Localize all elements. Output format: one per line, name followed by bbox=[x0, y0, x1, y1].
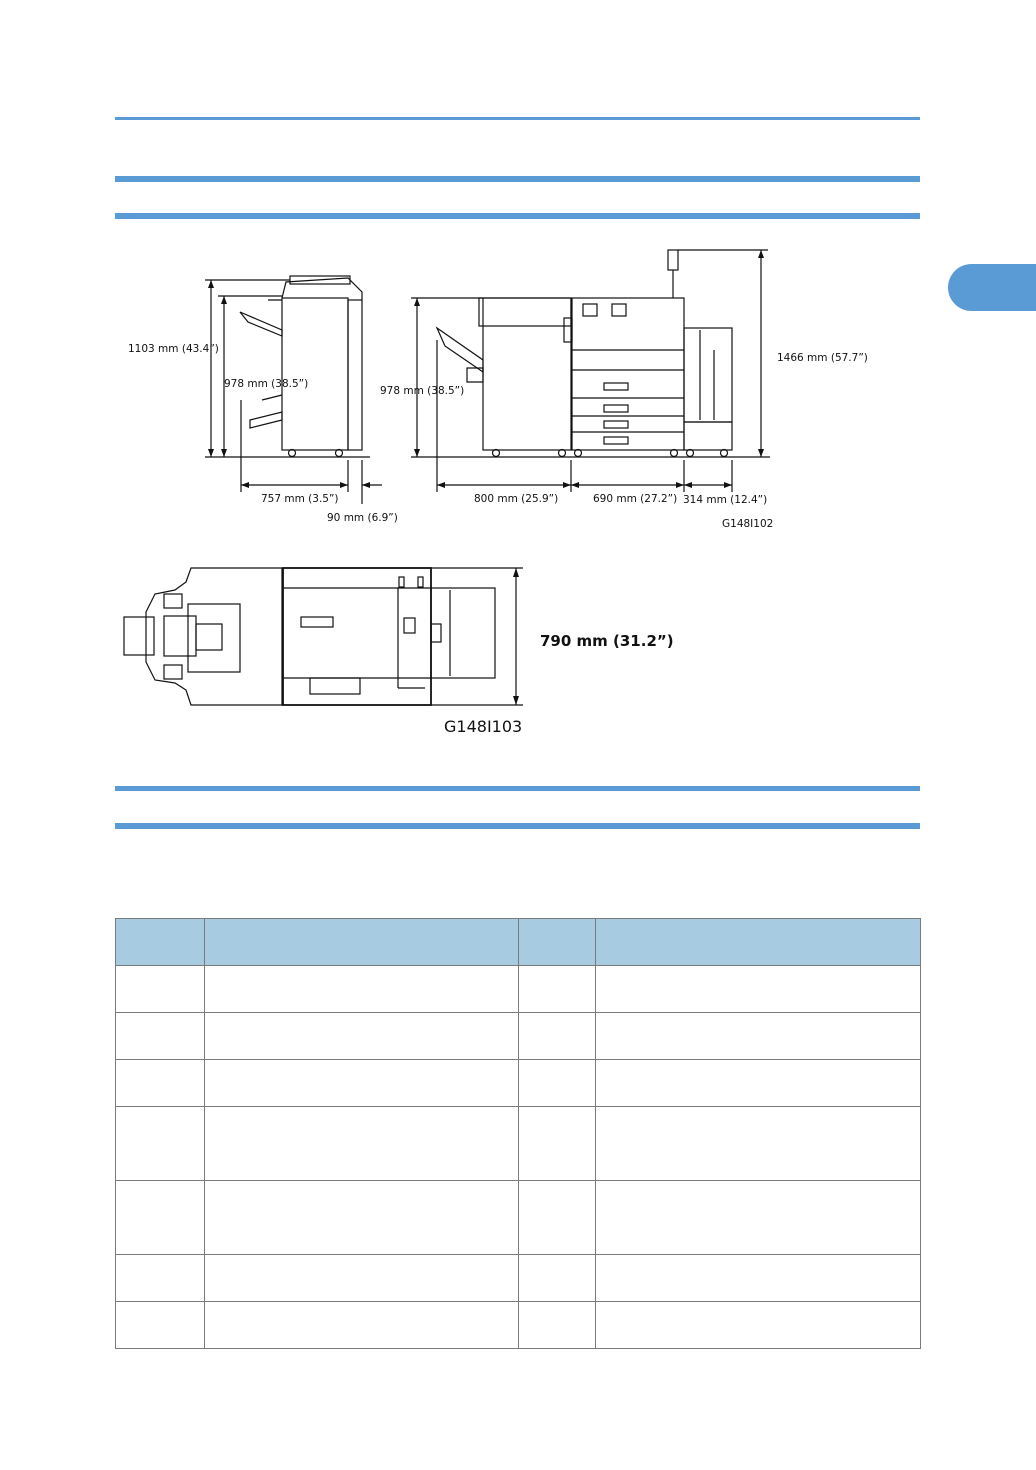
dim-height-center: 978 mm (38.5”) bbox=[380, 385, 465, 397]
table-row bbox=[116, 1181, 921, 1255]
side-view-diagram bbox=[0, 0, 1036, 560]
table-row bbox=[116, 966, 921, 1013]
table-header-cell bbox=[204, 919, 519, 966]
table-cell bbox=[519, 1255, 596, 1302]
table-cell bbox=[596, 1302, 921, 1349]
table-cell bbox=[204, 1013, 519, 1060]
figure-code-2: G148I103 bbox=[444, 717, 523, 736]
table-row bbox=[116, 1107, 921, 1181]
table-row bbox=[116, 1255, 921, 1302]
table-header-cell bbox=[519, 919, 596, 966]
table-cell bbox=[519, 1060, 596, 1107]
table-cell bbox=[204, 1181, 519, 1255]
table-cell bbox=[116, 1107, 205, 1181]
table-cell bbox=[596, 1060, 921, 1107]
table-cell bbox=[519, 1013, 596, 1060]
section-rule-2-bottom bbox=[115, 823, 920, 829]
dim-width-left-unit: 800 mm (25.9”) bbox=[474, 493, 559, 505]
dim-width-finisher: 757 mm (3.5”) bbox=[261, 493, 339, 505]
table-cell bbox=[116, 1060, 205, 1107]
table-cell bbox=[596, 1013, 921, 1060]
table-row bbox=[116, 1060, 921, 1107]
table-cell bbox=[596, 966, 921, 1013]
dim-height-total-left: 1103 mm (43.4”) bbox=[128, 343, 219, 355]
spec-table bbox=[115, 918, 921, 1349]
figure-code-1: G148I102 bbox=[722, 518, 774, 530]
dim-width-gap: 90 mm (6.9”) bbox=[327, 512, 398, 524]
table-cell bbox=[596, 1107, 921, 1181]
section-rule-2-top bbox=[115, 786, 920, 791]
table-row bbox=[116, 1013, 921, 1060]
table-cell bbox=[204, 966, 519, 1013]
table-cell bbox=[596, 1181, 921, 1255]
table-cell bbox=[519, 1302, 596, 1349]
table-cell bbox=[519, 1181, 596, 1255]
table-header-cell bbox=[596, 919, 921, 966]
table-cell bbox=[116, 966, 205, 1013]
table-cell bbox=[519, 966, 596, 1013]
dim-width-lct: 314 mm (12.4”) bbox=[683, 494, 768, 506]
table-cell bbox=[116, 1013, 205, 1060]
table-cell bbox=[204, 1060, 519, 1107]
table-cell bbox=[204, 1107, 519, 1181]
table-cell bbox=[116, 1255, 205, 1302]
table-row bbox=[116, 1302, 921, 1349]
table-cell bbox=[204, 1302, 519, 1349]
dim-width-main: 690 mm (27.2”) bbox=[593, 493, 678, 505]
dim-height-total-right: 1466 mm (57.7”) bbox=[777, 352, 868, 364]
dim-height-finisher: 978 mm (38.5”) bbox=[224, 378, 309, 390]
table-cell bbox=[116, 1302, 205, 1349]
table-header-row bbox=[116, 919, 921, 966]
table-header-cell bbox=[116, 919, 205, 966]
table-cell bbox=[116, 1181, 205, 1255]
table-cell bbox=[204, 1255, 519, 1302]
table-cell bbox=[519, 1107, 596, 1181]
table-cell bbox=[596, 1255, 921, 1302]
dim-depth: 790 mm (31.2”) bbox=[540, 632, 674, 650]
